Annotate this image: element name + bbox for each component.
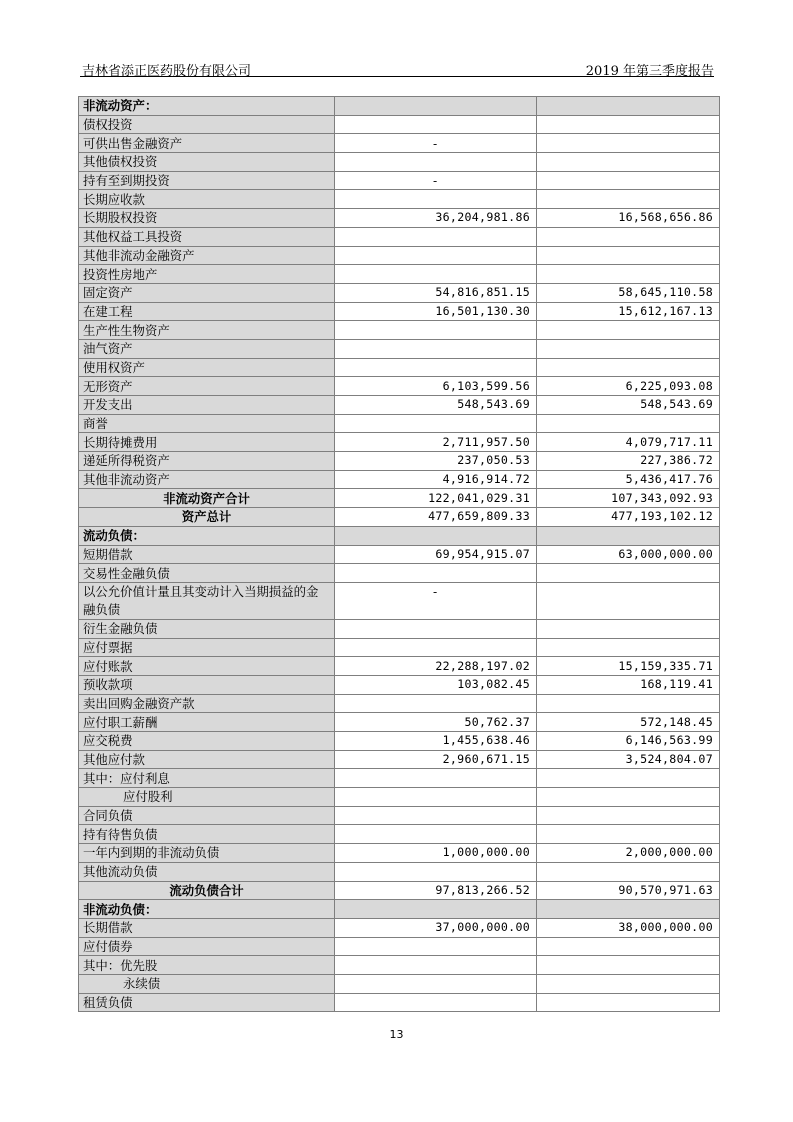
current-period-value <box>335 900 537 919</box>
prior-period-value <box>537 153 720 172</box>
row-label: 长期股权投资 <box>79 209 335 228</box>
table-row <box>79 321 720 340</box>
prior-period-value <box>537 246 720 265</box>
current-period-value: 54,816,851.15 <box>335 283 537 302</box>
current-period-value <box>335 321 537 340</box>
current-period-value: - <box>335 134 537 153</box>
table-row <box>79 937 720 956</box>
prior-period-value: 6,146,563.99 <box>537 732 720 751</box>
prior-period-value <box>537 638 720 657</box>
row-label: 其他非流动金融资产 <box>79 246 335 265</box>
row-label: 无形资产 <box>79 377 335 396</box>
current-period-value <box>335 153 537 172</box>
current-period-value: 36,204,981.86 <box>335 209 537 228</box>
prior-period-value <box>537 526 720 545</box>
table-row <box>79 918 720 937</box>
prior-period-value <box>537 358 720 377</box>
row-label: 其他应付款 <box>79 750 335 769</box>
row-label: 生产性生物资产 <box>79 321 335 340</box>
table-row <box>79 582 720 619</box>
prior-period-value <box>537 769 720 788</box>
table-row <box>79 452 720 471</box>
prior-period-value: 16,568,656.86 <box>537 209 720 228</box>
table-row <box>79 339 720 358</box>
current-period-value: 477,659,809.33 <box>335 508 537 527</box>
section-header-row <box>79 97 720 116</box>
current-period-value <box>335 619 537 638</box>
table-row <box>79 974 720 993</box>
section-header-row <box>79 900 720 919</box>
prior-period-value <box>537 619 720 638</box>
row-label: 商誉 <box>79 414 335 433</box>
table-row <box>79 227 720 246</box>
prior-period-value: 5,436,417.76 <box>537 470 720 489</box>
table-row <box>79 713 720 732</box>
table-row <box>79 619 720 638</box>
current-period-value: - <box>335 171 537 190</box>
row-label: 非流动资产： <box>79 97 335 116</box>
prior-period-value: 58,645,110.58 <box>537 283 720 302</box>
row-label: 一年内到期的非流动负债 <box>79 844 335 863</box>
section-header-row <box>79 526 720 545</box>
current-period-value <box>335 358 537 377</box>
row-label: 固定资产 <box>79 283 335 302</box>
prior-period-value: 477,193,102.12 <box>537 508 720 527</box>
current-period-value <box>335 694 537 713</box>
current-period-value <box>335 862 537 881</box>
current-period-value: - <box>335 582 537 619</box>
current-period-value: 16,501,130.30 <box>335 302 537 321</box>
current-period-value <box>335 825 537 844</box>
table-row <box>79 862 720 881</box>
table-row <box>79 788 720 807</box>
current-period-value <box>335 769 537 788</box>
row-label: 应付债券 <box>79 937 335 956</box>
prior-period-value <box>537 227 720 246</box>
row-label: 预收款项 <box>79 675 335 694</box>
row-label: 流动负债合计 <box>79 881 335 900</box>
row-label: 非流动负债： <box>79 900 335 919</box>
table-row <box>79 115 720 134</box>
table-row <box>79 190 720 209</box>
table-row <box>79 638 720 657</box>
table-row <box>79 750 720 769</box>
row-label: 其他债权投资 <box>79 153 335 172</box>
table-row <box>79 694 720 713</box>
prior-period-value <box>537 171 720 190</box>
current-period-value: 1,000,000.00 <box>335 844 537 863</box>
row-label: 应付职工薪酬 <box>79 713 335 732</box>
row-label: 其中：优先股 <box>79 956 335 975</box>
prior-period-value <box>537 956 720 975</box>
prior-period-value <box>537 937 720 956</box>
prior-period-value: 2,000,000.00 <box>537 844 720 863</box>
table-row <box>79 265 720 284</box>
row-label: 其他流动负债 <box>79 862 335 881</box>
total-row <box>79 508 720 527</box>
current-period-value <box>335 993 537 1012</box>
row-label: 油气资产 <box>79 339 335 358</box>
prior-period-value <box>537 862 720 881</box>
page-header <box>80 58 714 78</box>
current-period-value <box>335 190 537 209</box>
row-label: 其他权益工具投资 <box>79 227 335 246</box>
prior-period-value: 6,225,093.08 <box>537 377 720 396</box>
prior-period-value <box>537 134 720 153</box>
table-row <box>79 433 720 452</box>
current-period-value: 1,455,638.46 <box>335 732 537 751</box>
current-period-value <box>335 227 537 246</box>
table-row <box>79 377 720 396</box>
current-period-value <box>335 246 537 265</box>
prior-period-value <box>537 97 720 116</box>
table-row <box>79 825 720 844</box>
page-number: 13 <box>389 1028 404 1041</box>
table-row <box>79 470 720 489</box>
row-label: 应付股利 <box>79 788 335 807</box>
table-row <box>79 675 720 694</box>
table-row <box>79 993 720 1012</box>
row-label: 债权投资 <box>79 115 335 134</box>
balance-sheet-table <box>78 96 720 1012</box>
current-period-value: 97,813,266.52 <box>335 881 537 900</box>
row-label: 递延所得税资产 <box>79 452 335 471</box>
current-period-value <box>335 526 537 545</box>
prior-period-value <box>537 694 720 713</box>
prior-period-value: 90,570,971.63 <box>537 881 720 900</box>
table-row <box>79 769 720 788</box>
current-period-value <box>335 339 537 358</box>
current-period-value <box>335 956 537 975</box>
current-period-value <box>335 937 537 956</box>
prior-period-value: 38,000,000.00 <box>537 918 720 937</box>
header-divider <box>80 76 714 77</box>
row-label: 长期待摊费用 <box>79 433 335 452</box>
prior-period-value <box>537 900 720 919</box>
prior-period-value: 63,000,000.00 <box>537 545 720 564</box>
table-row <box>79 414 720 433</box>
prior-period-value: 15,159,335.71 <box>537 657 720 676</box>
prior-period-value <box>537 339 720 358</box>
row-label: 长期借款 <box>79 918 335 937</box>
table-row <box>79 732 720 751</box>
row-label: 应付账款 <box>79 657 335 676</box>
current-period-value: 2,711,957.50 <box>335 433 537 452</box>
table-row <box>79 657 720 676</box>
table-row <box>79 171 720 190</box>
current-period-value: 6,103,599.56 <box>335 377 537 396</box>
balance-sheet-body <box>79 97 720 1012</box>
table-row <box>79 153 720 172</box>
current-period-value <box>335 97 537 116</box>
table-row <box>79 564 720 583</box>
table-row <box>79 246 720 265</box>
prior-period-value: 3,524,804.07 <box>537 750 720 769</box>
row-label: 资产总计 <box>79 508 335 527</box>
prior-period-value <box>537 993 720 1012</box>
row-label: 在建工程 <box>79 302 335 321</box>
current-period-value: 37,000,000.00 <box>335 918 537 937</box>
prior-period-value <box>537 564 720 583</box>
company-name: 吉林省添正医药股份有限公司 <box>82 64 252 79</box>
prior-period-value <box>537 414 720 433</box>
prior-period-value: 227,386.72 <box>537 452 720 471</box>
current-period-value: 50,762.37 <box>335 713 537 732</box>
table-row <box>79 844 720 863</box>
current-period-value <box>335 788 537 807</box>
table-row <box>79 209 720 228</box>
table-row <box>79 134 720 153</box>
row-label: 应交税费 <box>79 732 335 751</box>
prior-period-value: 168,119.41 <box>537 675 720 694</box>
table-row <box>79 302 720 321</box>
table-row <box>79 358 720 377</box>
prior-period-value <box>537 265 720 284</box>
row-label: 衍生金融负债 <box>79 619 335 638</box>
current-period-value <box>335 115 537 134</box>
row-label: 永续债 <box>79 974 335 993</box>
row-label: 非流动资产合计 <box>79 489 335 508</box>
current-period-value: 69,954,915.07 <box>335 545 537 564</box>
row-label: 卖出回购金融资产款 <box>79 694 335 713</box>
row-label: 投资性房地产 <box>79 265 335 284</box>
row-label: 以公允价值计量且其变动计入当期损益的金融负债 <box>79 582 335 619</box>
total-row <box>79 489 720 508</box>
current-period-value <box>335 265 537 284</box>
table-row <box>79 956 720 975</box>
table-row <box>79 806 720 825</box>
current-period-value: 237,050.53 <box>335 452 537 471</box>
row-label: 持有待售负债 <box>79 825 335 844</box>
row-label: 应付票据 <box>79 638 335 657</box>
row-label: 持有至到期投资 <box>79 171 335 190</box>
total-row <box>79 881 720 900</box>
row-label: 使用权资产 <box>79 358 335 377</box>
current-period-value: 122,041,029.31 <box>335 489 537 508</box>
table-row <box>79 545 720 564</box>
prior-period-value: 15,612,167.13 <box>537 302 720 321</box>
prior-period-value <box>537 321 720 340</box>
current-period-value <box>335 806 537 825</box>
prior-period-value: 572,148.45 <box>537 713 720 732</box>
row-label: 可供出售金融资产 <box>79 134 335 153</box>
prior-period-value <box>537 115 720 134</box>
report-title: 2019 年第三季度报告 <box>585 64 714 79</box>
row-label: 交易性金融负债 <box>79 564 335 583</box>
table-row <box>79 396 720 415</box>
prior-period-value <box>537 582 720 619</box>
current-period-value: 2,960,671.15 <box>335 750 537 769</box>
row-label: 长期应收款 <box>79 190 335 209</box>
prior-period-value: 548,543.69 <box>537 396 720 415</box>
current-period-value: 548,543.69 <box>335 396 537 415</box>
prior-period-value <box>537 788 720 807</box>
row-label: 短期借款 <box>79 545 335 564</box>
current-period-value: 103,082.45 <box>335 675 537 694</box>
current-period-value <box>335 414 537 433</box>
row-label: 其他非流动资产 <box>79 470 335 489</box>
prior-period-value: 107,343,092.93 <box>537 489 720 508</box>
table-row <box>79 283 720 302</box>
current-period-value: 4,916,914.72 <box>335 470 537 489</box>
prior-period-value <box>537 190 720 209</box>
current-period-value <box>335 564 537 583</box>
prior-period-value <box>537 974 720 993</box>
row-label: 流动负债： <box>79 526 335 545</box>
row-label: 合同负债 <box>79 806 335 825</box>
current-period-value <box>335 974 537 993</box>
row-label: 租赁负债 <box>79 993 335 1012</box>
row-label: 其中：应付利息 <box>79 769 335 788</box>
row-label: 开发支出 <box>79 396 335 415</box>
prior-period-value <box>537 806 720 825</box>
current-period-value <box>335 638 537 657</box>
current-period-value: 22,288,197.02 <box>335 657 537 676</box>
prior-period-value <box>537 825 720 844</box>
prior-period-value: 4,079,717.11 <box>537 433 720 452</box>
